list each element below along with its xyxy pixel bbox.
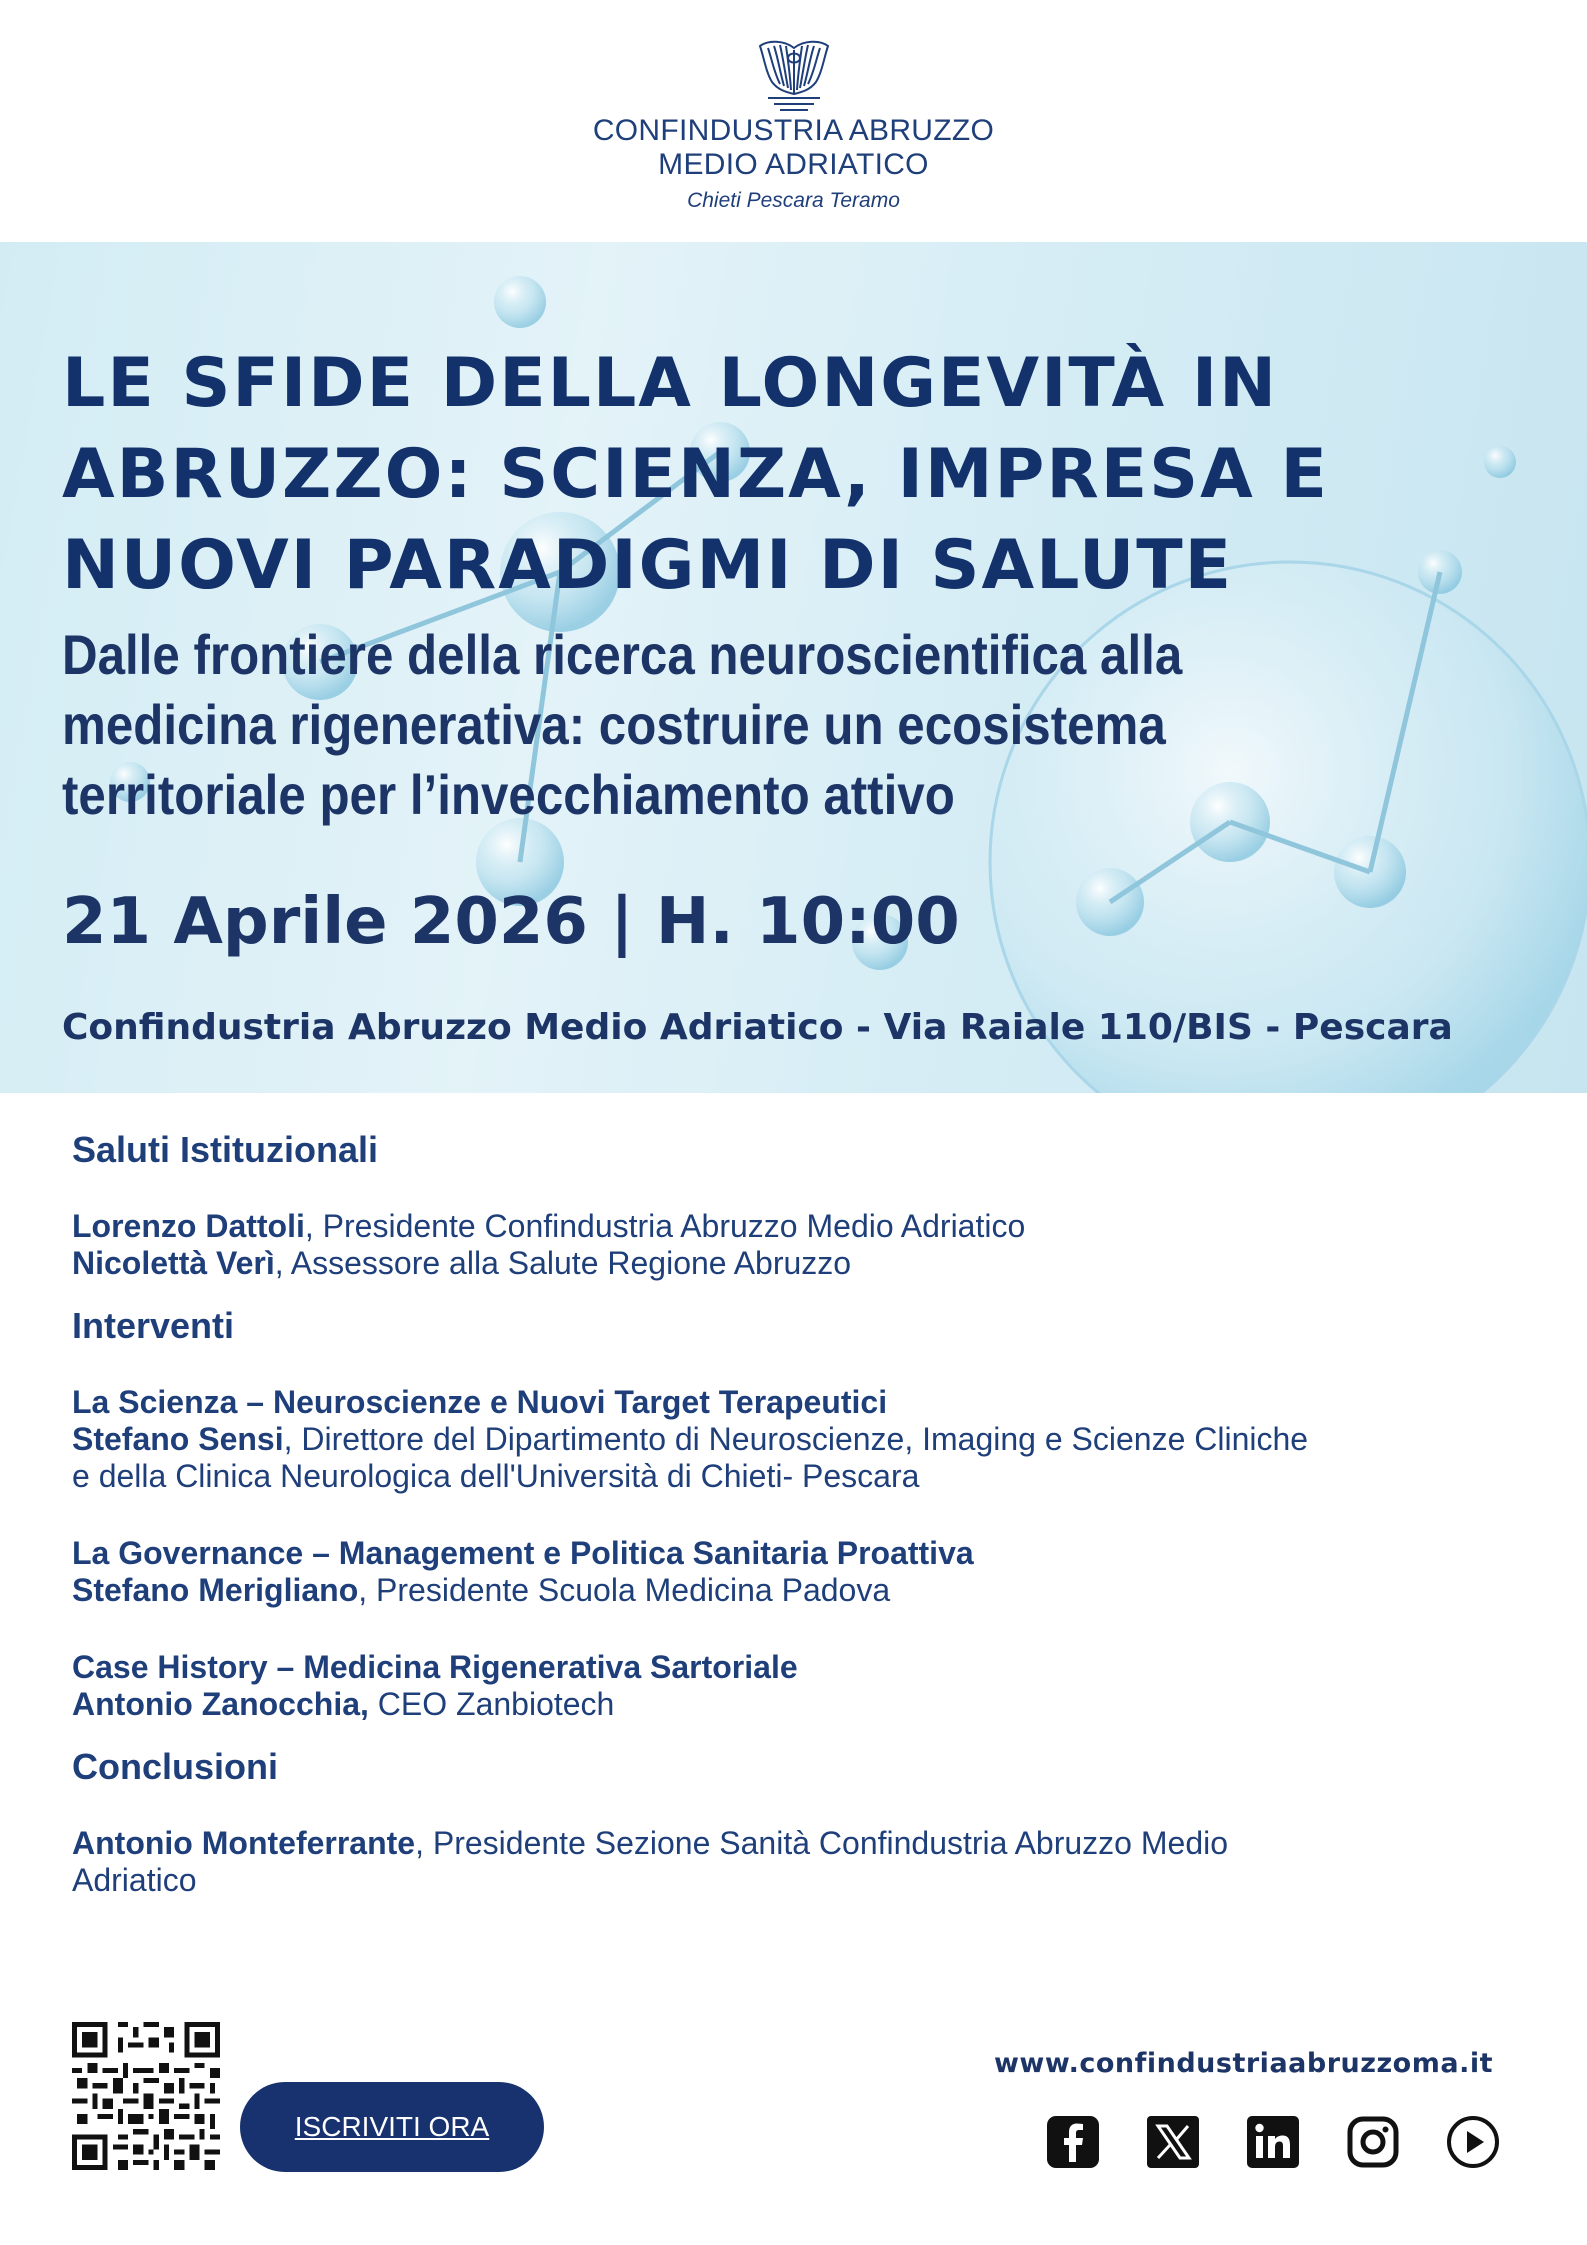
speaker-entry [72, 1421, 1542, 1458]
speaker-name: Antonio Monteferrante [72, 1825, 416, 1861]
speaker-role: , Presidente Sezione Sanità Confindustria Abruzzo Medio [415, 1825, 1229, 1861]
speaker-name: Stefano Sensi [72, 1421, 284, 1457]
talk-title: La Governance – Management e Politica Sanitaria Proattiva [72, 1535, 974, 1571]
talk-title: Case History – Medicina Rigenerativa Sartoriale [72, 1649, 798, 1685]
register-now-button[interactable]: ISCRIVITI ORA [240, 2082, 544, 2172]
event-subtitle-line: Dalle frontiere della ricerca neuroscientifica alla [62, 623, 1183, 686]
speaker-entry [72, 1245, 1542, 1282]
event-subtitle-line: territoriale per l’invecchiamento attivo [62, 763, 955, 826]
speaker-name: Nicolettà Verì [72, 1245, 275, 1281]
event-program [72, 1120, 1542, 1899]
talk-item [72, 1384, 1542, 1495]
x-icon[interactable] [1143, 2112, 1203, 2172]
speaker-role: , Direttore del Dipartimento di Neuroscienze, Imaging e Scienze Cliniche [283, 1421, 1309, 1457]
organization-logo [0, 38, 1587, 216]
talk-item [72, 1535, 1542, 1609]
event-venue: Confindustria Abruzzo Medio Adriatico - Via Raiale 110/BIS - Pescara [62, 1007, 1453, 1048]
speaker-name: Stefano Merigliano [72, 1572, 359, 1608]
speaker-entry [72, 1572, 1542, 1609]
registration-qr-code[interactable] [72, 2022, 220, 2170]
talk-title: La Scienza – Neuroscienze e Nuovi Target Terapeutici [72, 1384, 888, 1420]
speaker-entry [72, 1208, 1542, 1245]
hero-banner [0, 242, 1587, 1093]
website-link[interactable]: www.confindustriaabruzzoma.it [993, 2048, 1493, 2079]
section-title-conclusioni: Conclusioni [72, 1746, 278, 1787]
speaker-role: , Assessore alla Salute Regione Abruzzo [274, 1245, 852, 1281]
speaker-role: CEO Zanbiotech [368, 1686, 615, 1722]
speaker-role: , Presidente Scuola Medicina Padova [358, 1572, 891, 1608]
speaker-role-continued: Adriatico [72, 1862, 197, 1898]
speaker-name: Antonio Zanocchia, [72, 1686, 369, 1722]
speaker-entry [72, 1686, 1542, 1723]
saluti-speakers [72, 1208, 1542, 1282]
linkedin-icon[interactable] [1243, 2112, 1303, 2172]
org-name-line2: MEDIO ADRIATICO [658, 148, 929, 181]
eagle-logo-icon [754, 38, 834, 114]
event-subtitle-line: medicina rigenerativa: costruire un ecosistema [62, 693, 1166, 756]
speaker-name: Lorenzo Dattoli [72, 1208, 305, 1244]
conclusion-speaker [72, 1825, 1542, 1899]
event-title-line: ABRUZZO: SCIENZA, IMPRESA E [62, 435, 1329, 514]
event-title-line: NUOVI PARADIGMI DI SALUTE [62, 526, 1234, 605]
youtube-play-icon[interactable] [1443, 2112, 1503, 2172]
facebook-icon[interactable] [1043, 2112, 1103, 2172]
event-subtitle [62, 620, 1470, 830]
section-title-saluti: Saluti Istituzionali [72, 1129, 379, 1170]
talk-item [72, 1649, 1542, 1723]
speaker-role: , Presidente Confindustria Abruzzo Medio Adriatico [304, 1208, 1026, 1244]
speaker-role-continued: e della Clinica Neurologica dell'Università di Chieti- Pescara [72, 1458, 920, 1494]
org-name-line1: CONFINDUSTRIA ABRUZZO [592, 114, 995, 147]
org-cities: Chieti Pescara Teramo [687, 189, 900, 212]
event-title-line: LE SFIDE DELLA LONGEVITÀ IN [62, 344, 1279, 423]
event-date-time: 21 Aprile 2026 | H. 10:00 [62, 885, 960, 959]
speaker-entry [72, 1825, 1542, 1862]
instagram-icon[interactable] [1343, 2112, 1403, 2172]
section-title-interventi: Interventi [72, 1305, 235, 1346]
event-title [62, 338, 1462, 611]
